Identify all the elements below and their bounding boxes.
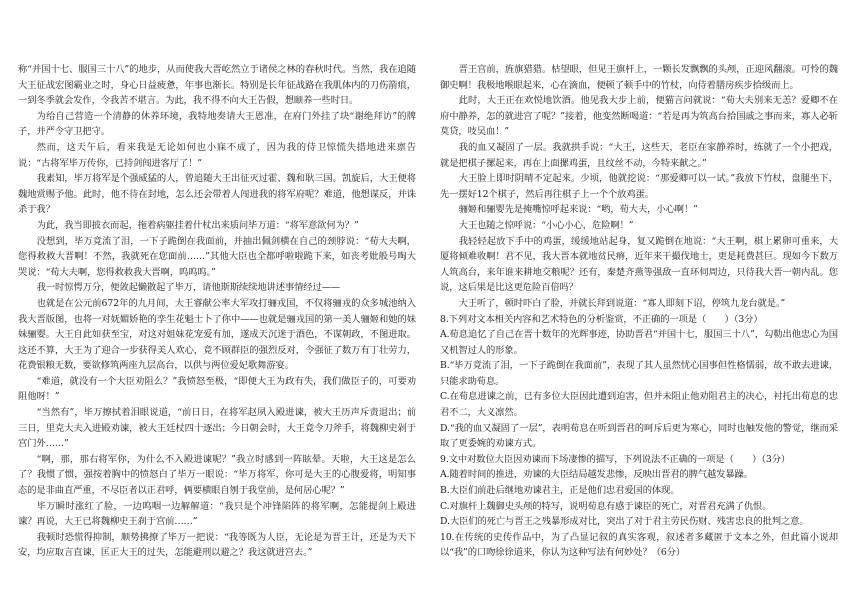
question-paragraph: 我轻轻起放下手中的鸡蛋，缓缓地站起身，复又跪倒在地说：“大王啊，棋上累卵可重来，大厦将倾难收啊！君不见，我大晋本就地贫民瘠，近年来干撮伐地士，更是耗费甚巨。现如今下数万人筑高台，来年谁来耕地交粮呢？还有，秦楚齐燕等强敌一直环伺周边，只待我大晋一朝内乱。您说，这后果是比这更危险百倍吗？ — [440, 235, 838, 294]
question-paragraph: 10.在传统的史传作品中，为了凸显记叙的真实客观，叙述者多藏匿于文本之外，但此篇小说却以“我”的口吻徐徐道来，你认为这种写法有何妙处？（6分） — [440, 531, 838, 559]
question-paragraph: 骊姬和骊婴先是掩嘴惊呼起来说：“哟，荀大夫，小心啊！” — [458, 204, 698, 216]
story-paragraph: 没想到，毕万竟流了泪，一下子跪倒在我面前，并抽出佩剑横在自己的颈脖说：“荀大夫啊，您得救救大晋啊！不然，我就死在您面前……”其他大臣也全都呼啦啦跪下来，如丧考妣般号啕大哭说：“荀大夫啊，您得救救我大晋啊，呜呜呜。” — [18, 235, 416, 278]
story-paragraph: “当然有”，毕万擦拭着泪眼说道，“前日日，在将军赵夙入殿进谏，被大王历声斥责退出；前三日，里克大夫入进殿劝谏，被大王廷杖四十逐出；今日朝会时，大王竟令刀斧手，将魏柳史剁于宫门外……” — [18, 407, 416, 450]
story-paragraph: 也就是在公元前672年的九月间，大王睿献公率大军攻打骊戎国，不仅将骊戎的众多城池纳入我大晋版图，也将一对妩媚娇艳的孪生花魁士卜了你中——也就是骊戎国的第一美人骊姬和她的妹妹骊婴。大王自此如获至宝，对这对姐妹花宠爱有加，遂成天沉迷于酒色，不谋朝政，不图进取。这还不算，大王为了迎合一步获得美人欢心，竟不顾群臣的强烈反对，令强征了数万有丁壮劳力，花费银粮无数，要欲修筑两座九层高台，以供与两位爱妃歌舞游宴。 — [18, 297, 416, 372]
question-paragraph: 大王也随之惊呼说：“小心小心，危险啊！” — [458, 219, 634, 231]
story-paragraph: 为给自己营造一个清静的休养环境，我特地奏请大王恩准，在府门外挂了块“谢绝拜访”的牌子，并严令守卫把守。 — [18, 110, 416, 138]
story-paragraph: 我顿时恐慌得抑制，顺势拂撩了毕万一把说：“我等既为人臣，无论是为晋王计，还是为天下安，均应取言直谏，匡正大王的过失，怎能避刑以避之？我这就进宫去。” — [18, 531, 416, 559]
question-paragraph: 大王听了，顿时吓白了脸，并就长拜到说道：“寡人即刻下诏，停筑九龙台就是。” — [458, 297, 786, 309]
story-paragraph: 然而，这天午后，看来我是无论如何也小寐不成了，因为我的侍卫惊慌失措地进来禀告说：“古将军毕万传你，已持剑闯进客厅了！” — [18, 141, 416, 169]
question-paragraph: B.“毕万竟流了泪，一下子跪倒在我面前”，表现了其人虽然忧心国事但性格懦弱，故不敢去进谏，只能求助荀息。 — [440, 360, 838, 387]
question-paragraph: D.大臣们的死亡与晋王之残暴形成对比，突出了对于君主劳民伤财、残害忠良的批判之意。 — [440, 516, 809, 528]
story-paragraph: 我一时惊愕万分，便敛起懒散起了毕万，请他斯斯续续地讲述事情经过—— — [36, 282, 341, 294]
story-paragraph: 我素知，毕万将军是个强威猛的人，曾追随大王出征灭过霍、魏和耿三国。凯旋后，大王便将魏地赏赐予他。此时，他不待在封地，怎么还会带着人闯进我的将军府呢？难道，他想谋反，并诛杀于我？ — [18, 173, 416, 216]
question-paragraph: B.大臣们前赴后继地劝谏君主，正是他们忠君爱国的体现。 — [440, 485, 680, 497]
question-paragraph: C.对旗杆上魏御史头颅的特写，说明荀息有感于谏臣的死亡，对晋君充满了仇恨。 — [440, 500, 772, 512]
question-paragraph: D.“我的血又凝固了一层”，表明荀息在听到晋君的呵斥后更为寒心，同时也触发他的警觉，继而采取了更委婉的劝谏方式。 — [440, 422, 838, 450]
story-paragraph: “啊，那，那右将军你，为什么不入殿进谏呢？”我立时感到一阵眩晕。天啦，大王这是怎么了？我惯了惯，强按着胸中的愤怒白了毕万一眼说：“毕万将军，你可是大王的心腹爱将，明知事态的是非曲直严重，不尽臣者以正君呼，俩要横眼自刎于我堂前，是何居心呢？” — [18, 453, 416, 497]
question-paragraph: 9.文中对数位大臣因劝谏而下场凄惨的描写，下列说法不正确的一项是（ ）（3分） — [440, 453, 791, 465]
question-paragraph: A.随着时间的推进，劝谏的大臣结局越发悲惨，反映出晋君的脾气越发暴躁。 — [440, 469, 753, 481]
right-column — [440, 62, 838, 561]
question-paragraph: C.在荀息进谏之前，已有多位大臣因此遭到迫害，但并未阻止他劝阻君主的决心，衬托出荀息的忠君不二，大义凛然。 — [440, 391, 838, 419]
story-paragraph: 为此，我当即披衣而起，拖着病躯挂着什杖出来质问毕万道：“将军意欲何为？” — [36, 219, 359, 231]
question-paragraph: A.荀息追忆了自己在晋十数年的光辉事迹，协助晋君“并国十七，服国三十八”，勾勒出他忠心为国又机智过人的形象。 — [440, 329, 838, 356]
left-column — [18, 62, 416, 561]
story-paragraph: 毕万瞬时涨红了脸，一边呜咽一边解解道：“我只是个冲锋陷阵的将军啊，怎能提剑上殿进谏？再说，大王已将魏柳史王刹于宫前……” — [18, 500, 416, 528]
story-paragraph: “难道，就没有一个大臣劝阻么？”我愤怒至极，“即便大王为政有失，我们做臣子的，可要劝阻他呀！” — [18, 375, 416, 403]
story-paragraph: 称“并国十七、服国三十八”的地步，从而使我大晋屹然立于诸侯之林的春秋时代。当然，我在追随大王征战宏图霸业之时，身心日益疲惫，年事也渐长。特别是长年征战路在我肌体内的刀伤箭痕，一到冬季就会发作，令我苦不堪言。为此，我不得不向大王告假，想颐养一些时日。 — [18, 64, 416, 107]
question-paragraph: 大王脸上即时阴晴不定起来。少顷，他就挖说：“那爱卿可以一试。”我放下竹杖，盘腿坐下，先一摆好12个棋子，然后再往棋子上一个个放鸡蛋。 — [440, 173, 838, 200]
question-paragraph: 此时，大王正在欢悦地饮酒。他见我大步上前，便猫言问就说：“荀大夫别来无恙？爱卿不在府中静养，怎的就进宫了呢？”接着，他变然断喝道：“若是再为筑高台拾国戚之事而来，寡人必斩莫贷，吱吴血！” — [440, 95, 838, 138]
question-paragraph: 晋王宫前，旌旗猎猎。枯望眼，但见王旗杆上，一颗长发飘飘的头颅，正迎风翻滚。可怜的魏御史啊！我极地喉眼起来，心在滴血，便顿了顿手中的竹杖，向侍着膳房疾步拾级而上。 — [440, 64, 838, 91]
question-paragraph: 我的血又凝固了一层。我就拱手说：“大王，这些天，老臣在家静养时，练就了一个小把戏，就是把棋子摞起来，再在上面摞鸡蛋，且纹丝不动，今特来献之。” — [440, 141, 838, 169]
question-paragraph: 8.下列对文本相关内容和艺术特色的分析鉴赏，不正确的一项是（ ）（3分） — [440, 313, 763, 325]
